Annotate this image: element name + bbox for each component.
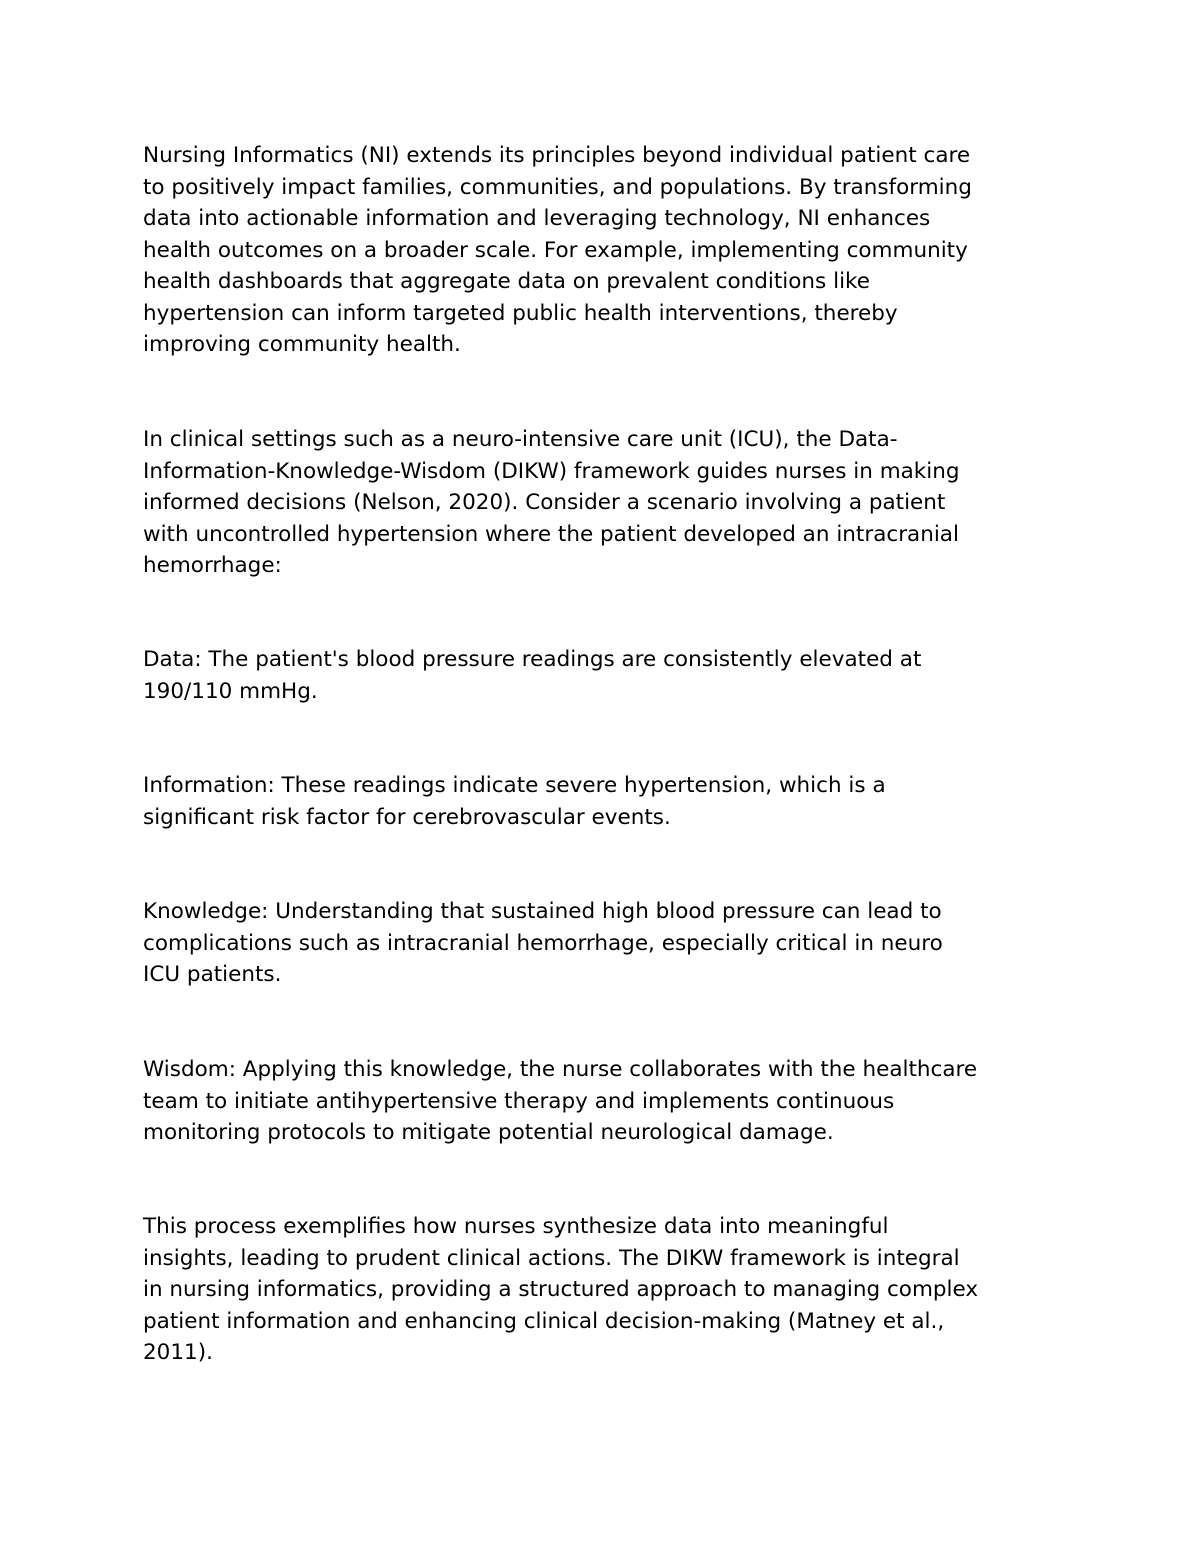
text-line: health outcomes on a broader scale. For example, implementing community [143,237,968,263]
text-line: ICU patients. [143,962,282,987]
text-line: 190/110 mmHg. [143,678,318,704]
text-line: informed decisions (Nelson, 2020). Consider a scenario involving a patient [143,490,946,515]
text-line: Information-Knowledge-Wisdom (DIKW) framework guides nurses in making [143,458,960,484]
text-line: 2011). [143,1340,213,1365]
text-line: improving community health. [143,332,461,357]
text-line: monitoring protocols to mitigate potential neurological damage. [143,1120,834,1145]
text-line: In clinical settings such as a neuro-intensive care unit (ICU), the Data- [143,427,898,452]
paragraph-knowledge [143,896,1073,991]
text-line: hemorrhage: [143,553,282,578]
text-line: hypertension can inform targeted public health interventions, thereby [143,300,898,326]
text-line: This process exemplifies how nurses synthesize data into meaningful [143,1214,889,1239]
text-line: insights, leading to prudent clinical actions. The DIKW framework is integral [143,1245,960,1271]
text-line: health dashboards that aggregate data on prevalent conditions like [143,269,870,294]
text-line: Wisdom: Applying this knowledge, the nurse collaborates with the healthcare [143,1057,978,1082]
text-line: Nursing Informatics (NI) extends its principles beyond individual patient care [143,143,971,168]
paragraph-nursing-informatics-intro [143,140,1073,361]
text-line: in nursing informatics, providing a structured approach to managing complex [143,1277,979,1302]
text-line: patient information and enhancing clinical decision-making (Matney et al., [143,1308,945,1334]
text-line: Data: The patient's blood pressure readings are consistently elevated at [143,647,922,672]
paragraph-data [143,644,1073,707]
paragraph-wisdom [143,1054,1073,1149]
text-line: significant risk factor for cerebrovascular events. [143,804,671,830]
text-line: data into actionable information and leveraging technology, NI enhances [143,206,931,231]
text-line: with uncontrolled hypertension where the patient developed an intracranial [143,521,959,547]
text-line: Knowledge: Understanding that sustained high blood pressure can lead to [143,899,942,924]
text-line: to positively impact families, communities, and populations. By transforming [143,174,972,200]
paragraph-information [143,770,1073,833]
paragraph-conclusion [143,1211,1073,1369]
paragraph-dikw-framework [143,424,1073,582]
text-line: complications such as intracranial hemorrhage, especially critical in neuro [143,930,943,956]
text-line: Information: These readings indicate severe hypertension, which is a [143,773,886,798]
text-line: team to initiate antihypertensive therapy and implements continuous [143,1088,895,1114]
